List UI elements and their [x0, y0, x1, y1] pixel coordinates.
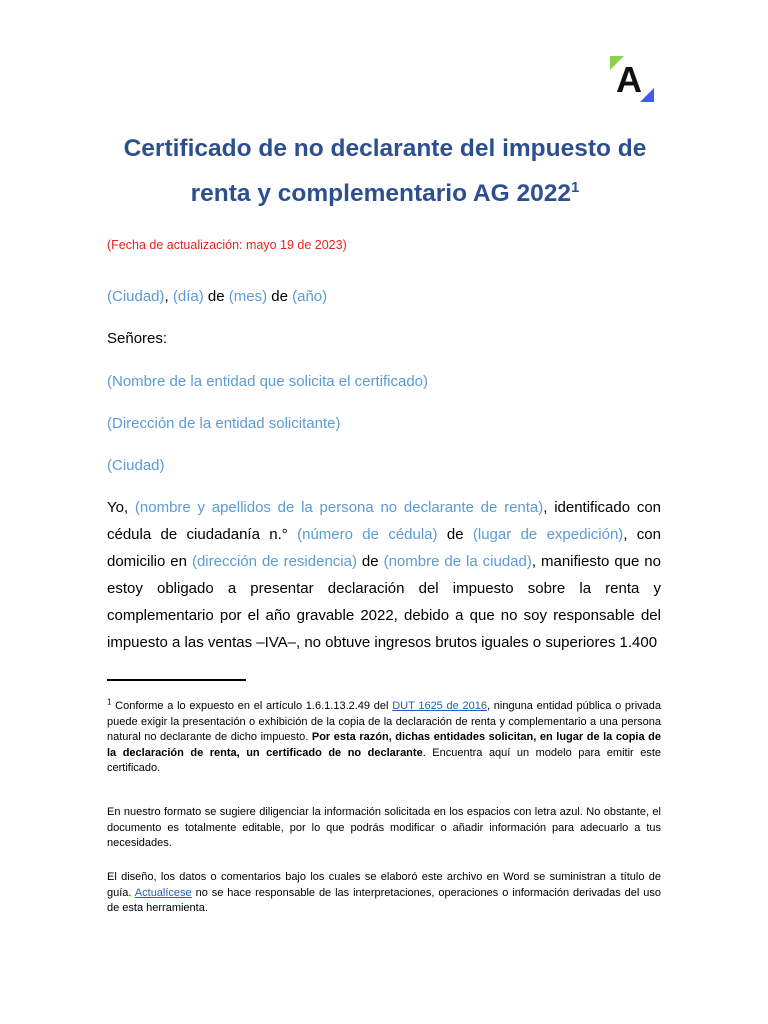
title-line-2: renta y complementario AG 2022$^1$	[190, 178, 580, 207]
title-line-1: Certificado de no declarante del impuesto de	[123, 135, 647, 162]
document-title	[100, 126, 670, 216]
residence-address-field[interactable]: (dirección de residencia)	[191, 553, 357, 570]
day-field[interactable]: (día)	[172, 288, 204, 305]
entity-address-field[interactable]: (Dirección de la entidad solicitante)	[107, 415, 341, 432]
name-field[interactable]: (nombre y apellidos de la persona no declarante de renta)	[134, 499, 544, 516]
dut-link[interactable]: DUT 1625 de 2016	[392, 700, 487, 712]
footnote-separator	[107, 679, 246, 681]
disclaimer-note: El diseño, los datos o comentarios bajo los cuales se elaboró este archivo en Word se suministran a título de guía. Actualícese no se hace responsable de las interpretaciones, operaciones o información derivadas del uso de esta herramienta.	[107, 871, 661, 915]
greeting: Señores:	[107, 330, 168, 347]
residence-city-field[interactable]: (nombre de la ciudad)	[383, 553, 532, 570]
actualicese-logo-icon	[610, 54, 654, 102]
id-number-field[interactable]: (número de cédula)	[297, 526, 438, 543]
month-field[interactable]: (mes)	[228, 288, 268, 305]
city-field[interactable]: (Ciudad)	[107, 288, 165, 305]
update-date: (Fecha de actualización: mayo 19 de 2023)	[107, 238, 347, 252]
format-note: En nuestro formato se sugiere diligenciar la información solicitada en los espacios con letra azul. No obstante, el documento es totalmente editable, por lo que podrás modificar o añadir información para adecuarlo a tus necesidades.	[107, 806, 661, 850]
footnote: $^1$ Conforme a lo expuesto en el artículo 1.6.1.13.2.49 del DUT 1625 de 2016, ninguna entidad pública o privada puede exigir la presentación o exhibición de la copia de la declaración de renta y complementario a una persona natural no declarante de dicho impuesto. Por esta razón, dichas entidades solicitan, en lugar de la copia de la declaración de renta, un certificado de no declarante. Encuentra aquí un modelo para emitir este certificado.	[107, 697, 661, 775]
declaration-paragraph: Yo, (nombre y apellidos de la persona no declarante de renta), identificado con cédula de ciudadanía n.° (número de cédula) de (lugar de expedición), con domicilio en (dirección de residencia) de (nombre de la ciudad), manifiesto que no estoy obligado a presentar declaración del impuesto sobre la renta y complementario por el año gravable 2022, debido a que no soy responsable del impuesto a las ventas –IVA–, no obtuve ingresos brutos iguales o superiores 1.400	[107, 499, 661, 651]
footnote-reference[interactable]: 1	[571, 178, 580, 196]
date-line: (Ciudad), (día) de (mes) de (año)	[107, 288, 328, 305]
issue-place-field[interactable]: (lugar de expedición)	[472, 526, 624, 543]
svg-text:A: A	[616, 59, 642, 100]
entity-name-field[interactable]: (Nombre de la entidad que solicita el certificado)	[107, 373, 428, 390]
actualicese-link[interactable]: Actualícese	[134, 886, 192, 899]
year-field[interactable]: (año)	[292, 288, 328, 305]
entity-city-field[interactable]: (Ciudad)	[107, 457, 165, 474]
